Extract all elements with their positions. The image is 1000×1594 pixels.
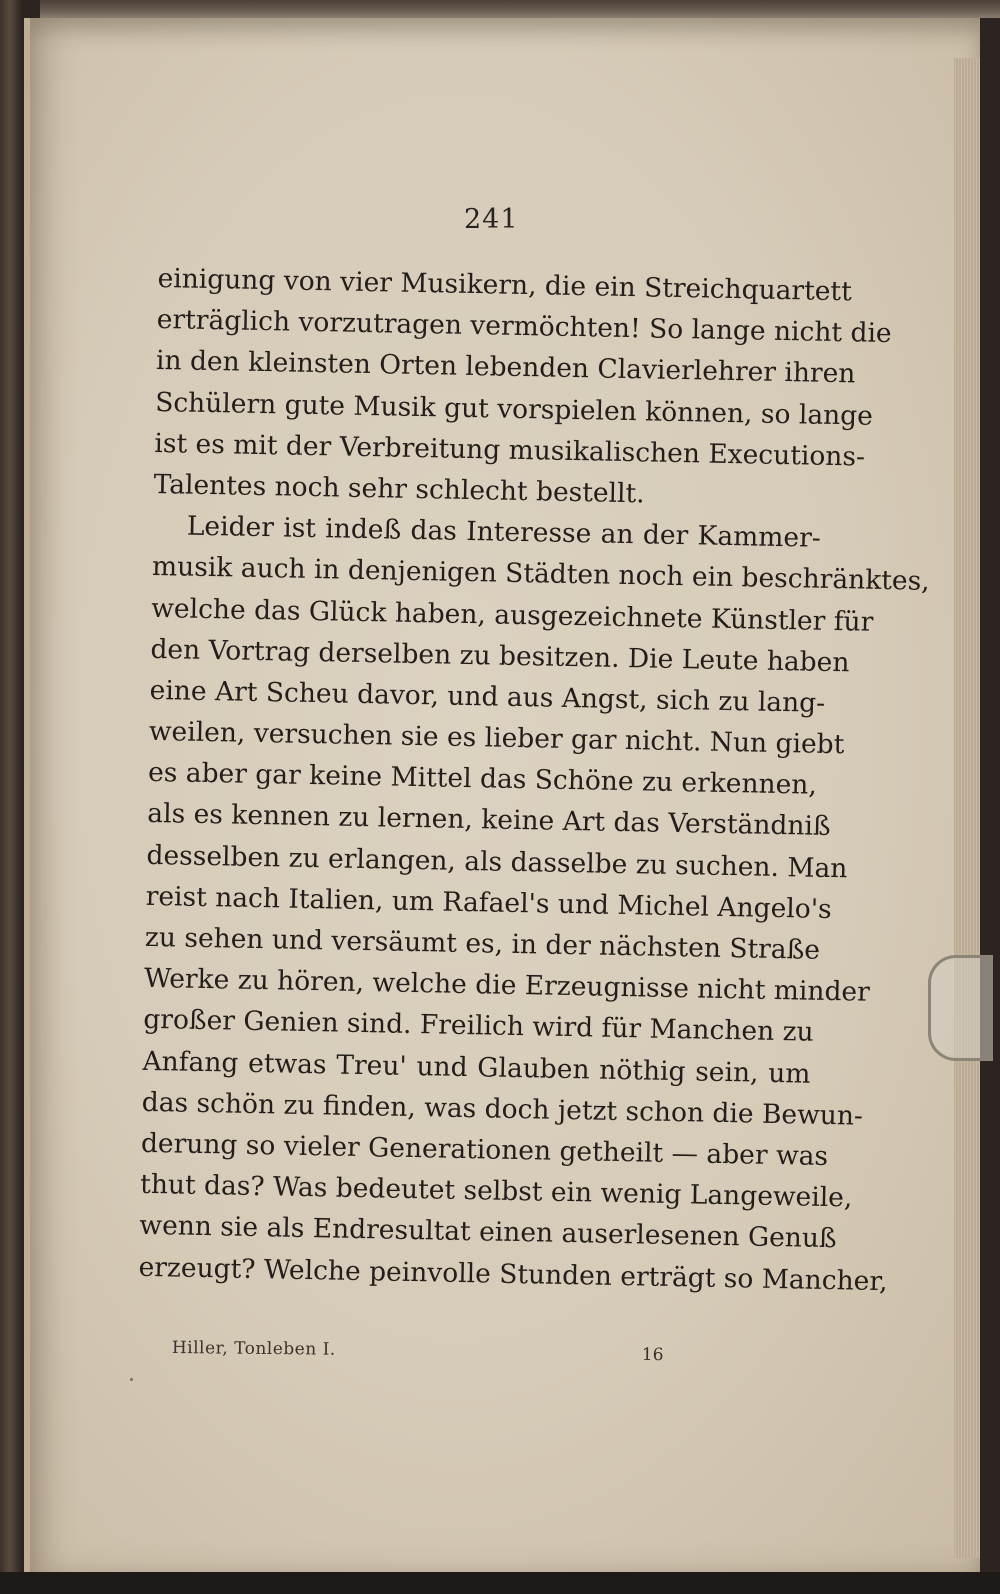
text-line: Anfang etwas Treu' und Glauben nöthig sein, um <box>142 1045 811 1090</box>
text-line: wenn sie als Endresultat einen auserlesenen Genuß <box>139 1210 837 1255</box>
bottom-shadow <box>0 1572 1000 1594</box>
text-line: zu sehen und versäumt es, in der nächsten Straße <box>144 921 821 966</box>
book-page <box>24 18 980 1574</box>
text-line: derung so vieler Generationen getheilt — aber was <box>140 1127 829 1172</box>
text-line: erzeugt? Welche peinvolle Stunden erträgt so Mancher, <box>138 1251 888 1297</box>
text-line: weilen, versuchen sie es lieber gar nicht. Nun giebt <box>148 715 845 761</box>
text-line: Talentes noch sehr schlecht bestellt. <box>153 468 645 510</box>
signature-number: 16 <box>641 1344 664 1366</box>
signature-mark: Hiller, Tonleben I. <box>171 1338 336 1360</box>
page-footer <box>171 1338 672 1366</box>
text-line: Leider ist indeß das Interesse an der Kammer- <box>186 510 822 554</box>
paper-speck <box>130 1378 133 1381</box>
text-line: das schön zu finden, was doch jetzt schon die Bewun- <box>141 1086 864 1132</box>
text-line: erträglich vorzutragen vermöchten! So lange nicht die <box>156 304 892 350</box>
text-line: eine Art Scheu davor, und aus Angst, sich zu lang- <box>149 674 826 719</box>
text-line: desselben zu erlangen, als dasselbe zu suchen. Man <box>146 839 848 884</box>
text-line: großer Genien sind. Freilich wird für Manchen zu <box>143 1004 814 1049</box>
page-top-shadow <box>40 0 1000 18</box>
text-line: welche das Glück haben, ausgezeichnete Künstler für <box>150 592 874 638</box>
text-line: einigung von vier Musikern, die ein Streichquartett <box>157 262 853 308</box>
text-line: Werke zu hören, welche die Erzeugnisse nicht minder <box>143 963 871 1008</box>
page-clip <box>928 955 993 1061</box>
text-line: ist es mit der Verbreitung musikalischen Executions- <box>154 427 866 473</box>
page-number: 241 <box>464 204 519 235</box>
text-line: den Vortrag derselben zu besitzen. Die Leute haben <box>150 633 850 679</box>
text-line: thut das? Was bedeutet selbst ein wenig Langeweile, <box>139 1168 853 1214</box>
text-line: reist nach Italien, um Rafael's und Michel Angelo's <box>145 880 832 925</box>
text-line: es aber gar keine Mittel das Schöne zu erkennen, <box>147 757 818 801</box>
text-line: Schülern gute Musik gut vorspielen können, so lange <box>154 386 874 432</box>
text-line: als es kennen zu lernen, keine Art das Verständniß <box>147 798 831 843</box>
text-line: musik auch in denjenigen Städten noch ein beschränktes, <box>151 551 930 598</box>
text-line: in den kleinsten Orten lebenden Clavierlehrer ihren <box>155 345 856 390</box>
body-text <box>138 258 930 1300</box>
page-edge <box>954 58 980 1558</box>
